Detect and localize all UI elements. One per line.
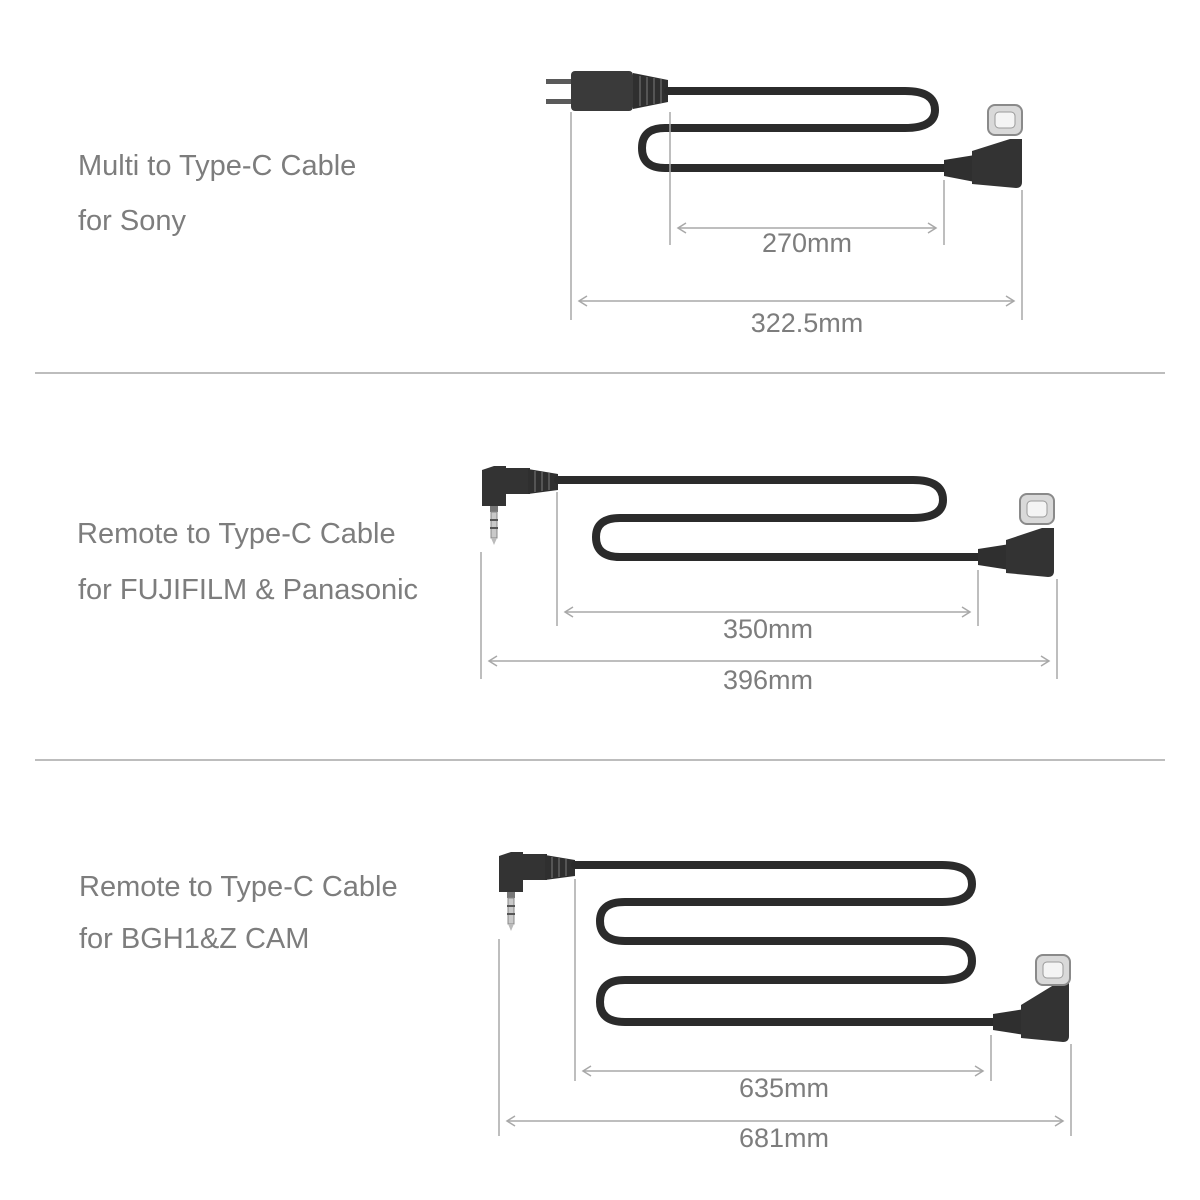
cable-section-bgh1-zcam: [0, 761, 1200, 1200]
usb-c-connector-icon: [978, 494, 1054, 577]
cable-subtitle: for Sony: [78, 205, 186, 237]
total-length-label: 396mm: [722, 665, 814, 695]
inner-length-label: 350mm: [722, 614, 814, 644]
jack-connector-icon: [482, 466, 558, 545]
usb-c-connector-icon: [993, 955, 1070, 1042]
cable-subtitle: for BGH1&Z CAM: [79, 923, 310, 955]
cable-wire: [575, 865, 995, 1022]
cable-title: Remote to Type-C Cable: [79, 871, 398, 903]
jack-connector-icon: [499, 852, 575, 931]
cable-wire: [642, 91, 945, 168]
usb-c-connector-icon: [944, 105, 1022, 188]
cable-diagram: [0, 761, 1200, 1200]
multi-connector-icon: [546, 71, 668, 111]
total-length-label: 681mm: [738, 1123, 830, 1153]
cable-section-sony: [0, 0, 1200, 372]
cable-wire: [558, 480, 980, 557]
cable-title: Multi to Type-C Cable: [78, 150, 357, 182]
inner-length-label: 270mm: [761, 228, 853, 258]
cable-title: Remote to Type-C Cable: [77, 518, 396, 550]
cable-diagram: [0, 374, 1200, 760]
total-length-label: 322.5mm: [750, 308, 864, 338]
cable-diagram: [0, 0, 1200, 372]
inner-length-label: 635mm: [738, 1073, 830, 1103]
cable-section-fujifilm-panasonic: [0, 374, 1200, 760]
cable-subtitle: for FUJIFILM & Panasonic: [78, 574, 419, 606]
